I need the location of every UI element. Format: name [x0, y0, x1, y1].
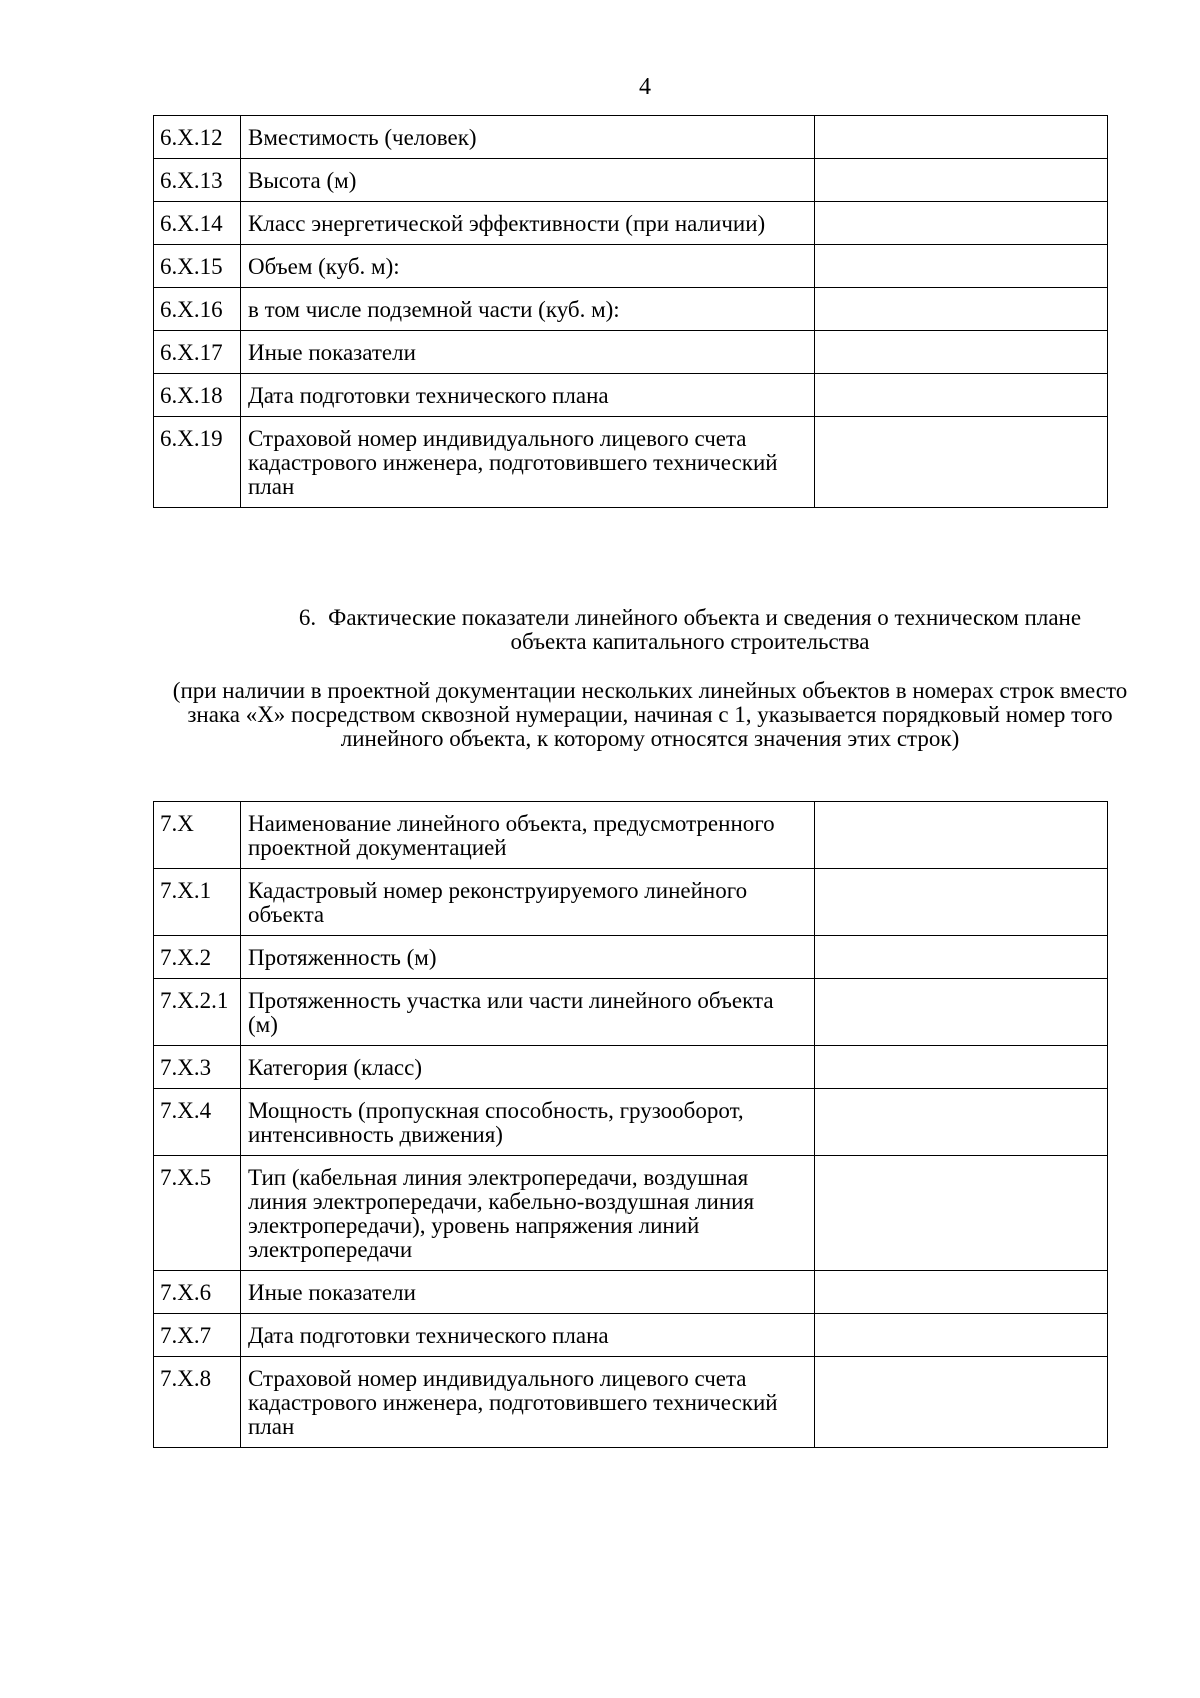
row-number-cell: 6.X.12 — [154, 116, 241, 159]
row-label-cell: в том числе подземной части (куб. м): — [241, 288, 815, 331]
row-value-cell[interactable] — [815, 374, 1108, 417]
row-label-cell: Объем (куб. м): — [241, 245, 815, 288]
table-row — [154, 202, 1108, 245]
row-number-cell: 6.X.18 — [154, 374, 241, 417]
row-value-cell[interactable] — [815, 331, 1108, 374]
row-number-cell: 6.X.15 — [154, 245, 241, 288]
table-row — [154, 802, 1108, 869]
row-value-cell[interactable] — [815, 1156, 1108, 1271]
table-row — [154, 417, 1108, 508]
row-label-cell: Тип (кабельная линия электропередачи, воздушная линия электропередачи, кабельно-воздушная линия электропередачи), уровень напряжения линий электропередачи — [241, 1156, 815, 1271]
row-value-cell[interactable] — [815, 869, 1108, 936]
row-number-cell: 7.X — [154, 802, 241, 869]
table-row — [154, 979, 1108, 1046]
table-row — [154, 1314, 1108, 1357]
table-row — [154, 331, 1108, 374]
indicators-table-7-body — [154, 802, 1108, 1448]
row-value-cell[interactable] — [815, 1089, 1108, 1156]
row-label-cell: Протяженность участка или части линейного объекта (м) — [241, 979, 815, 1046]
row-label-cell: Страховой номер индивидуального лицевого счета кадастрового инженера, подготовившего технический план — [241, 417, 815, 508]
row-number-cell: 6.X.13 — [154, 159, 241, 202]
row-label-cell: Вместимость (человек) — [241, 116, 815, 159]
row-value-cell[interactable] — [815, 417, 1108, 508]
page-number: 4 — [639, 74, 651, 100]
row-value-cell[interactable] — [815, 936, 1108, 979]
row-label-cell: Иные показатели — [241, 1271, 815, 1314]
row-label-cell: Кадастровый номер реконструируемого линейного объекта — [241, 869, 815, 936]
row-number-cell: 7.X.3 — [154, 1046, 241, 1089]
section-title: Фактические показатели линейного объекта и сведения о техническом плане объекта капитального строительства — [328, 605, 1082, 654]
row-number-cell: 6.X.16 — [154, 288, 241, 331]
row-value-cell[interactable] — [815, 802, 1108, 869]
row-value-cell[interactable] — [815, 1046, 1108, 1089]
row-label-cell: Дата подготовки технического плана — [241, 374, 815, 417]
row-number-cell: 7.X.2 — [154, 936, 241, 979]
row-label-cell: Высота (м) — [241, 159, 815, 202]
indicators-table-6-body — [154, 116, 1108, 508]
row-number-cell: 7.X.1 — [154, 869, 241, 936]
table-row — [154, 159, 1108, 202]
row-number-cell: 6.X.17 — [154, 331, 241, 374]
table-row — [154, 1357, 1108, 1448]
section-number: 6. — [298, 605, 317, 630]
row-number-cell: 7.X.5 — [154, 1156, 241, 1271]
row-number-cell: 7.X.8 — [154, 1357, 241, 1448]
row-value-cell[interactable] — [815, 1357, 1108, 1448]
indicators-table-7 — [153, 801, 1108, 1448]
row-number-cell: 6.X.19 — [154, 417, 241, 508]
section-note: (при наличии в проектной документации нескольких линейных объектов в номерах строк вместо знака «X» посредством сквозной нумерации, начиная с 1, указывается порядковый номер того линейного объекта, к которому относятся значения этих строк) — [172, 678, 1128, 751]
table-row — [154, 1046, 1108, 1089]
row-value-cell[interactable] — [815, 1314, 1108, 1357]
table-row — [154, 869, 1108, 936]
row-value-cell[interactable] — [815, 116, 1108, 159]
table-row — [154, 936, 1108, 979]
table-row — [154, 245, 1108, 288]
row-number-cell: 7.X.7 — [154, 1314, 241, 1357]
table-row — [154, 1271, 1108, 1314]
row-label-cell: Категория (класс) — [241, 1046, 815, 1089]
indicators-table-6 — [153, 115, 1108, 508]
row-label-cell: Наименование линейного объекта, предусмотренного проектной документацией — [241, 802, 815, 869]
table-row — [154, 1156, 1108, 1271]
row-number-cell: 6.X.14 — [154, 202, 241, 245]
row-value-cell[interactable] — [815, 288, 1108, 331]
row-label-cell: Дата подготовки технического плана — [241, 1314, 815, 1357]
row-label-cell: Класс энергетической эффективности (при наличии) — [241, 202, 815, 245]
table-row — [154, 288, 1108, 331]
row-value-cell[interactable] — [815, 245, 1108, 288]
table-row — [154, 116, 1108, 159]
row-number-cell: 7.X.2.1 — [154, 979, 241, 1046]
row-value-cell[interactable] — [815, 979, 1108, 1046]
row-label-cell: Мощность (пропускная способность, грузооборот, интенсивность движения) — [241, 1089, 815, 1156]
table-row — [154, 374, 1108, 417]
section-heading — [260, 606, 1120, 654]
row-label-cell: Иные показатели — [241, 331, 815, 374]
row-value-cell[interactable] — [815, 1271, 1108, 1314]
row-label-cell: Страховой номер индивидуального лицевого счета кадастрового инженера, подготовившего технический план — [241, 1357, 815, 1448]
row-number-cell: 7.X.4 — [154, 1089, 241, 1156]
row-value-cell[interactable] — [815, 202, 1108, 245]
row-number-cell: 7.X.6 — [154, 1271, 241, 1314]
table-row — [154, 1089, 1108, 1156]
row-value-cell[interactable] — [815, 159, 1108, 202]
row-label-cell: Протяженность (м) — [241, 936, 815, 979]
